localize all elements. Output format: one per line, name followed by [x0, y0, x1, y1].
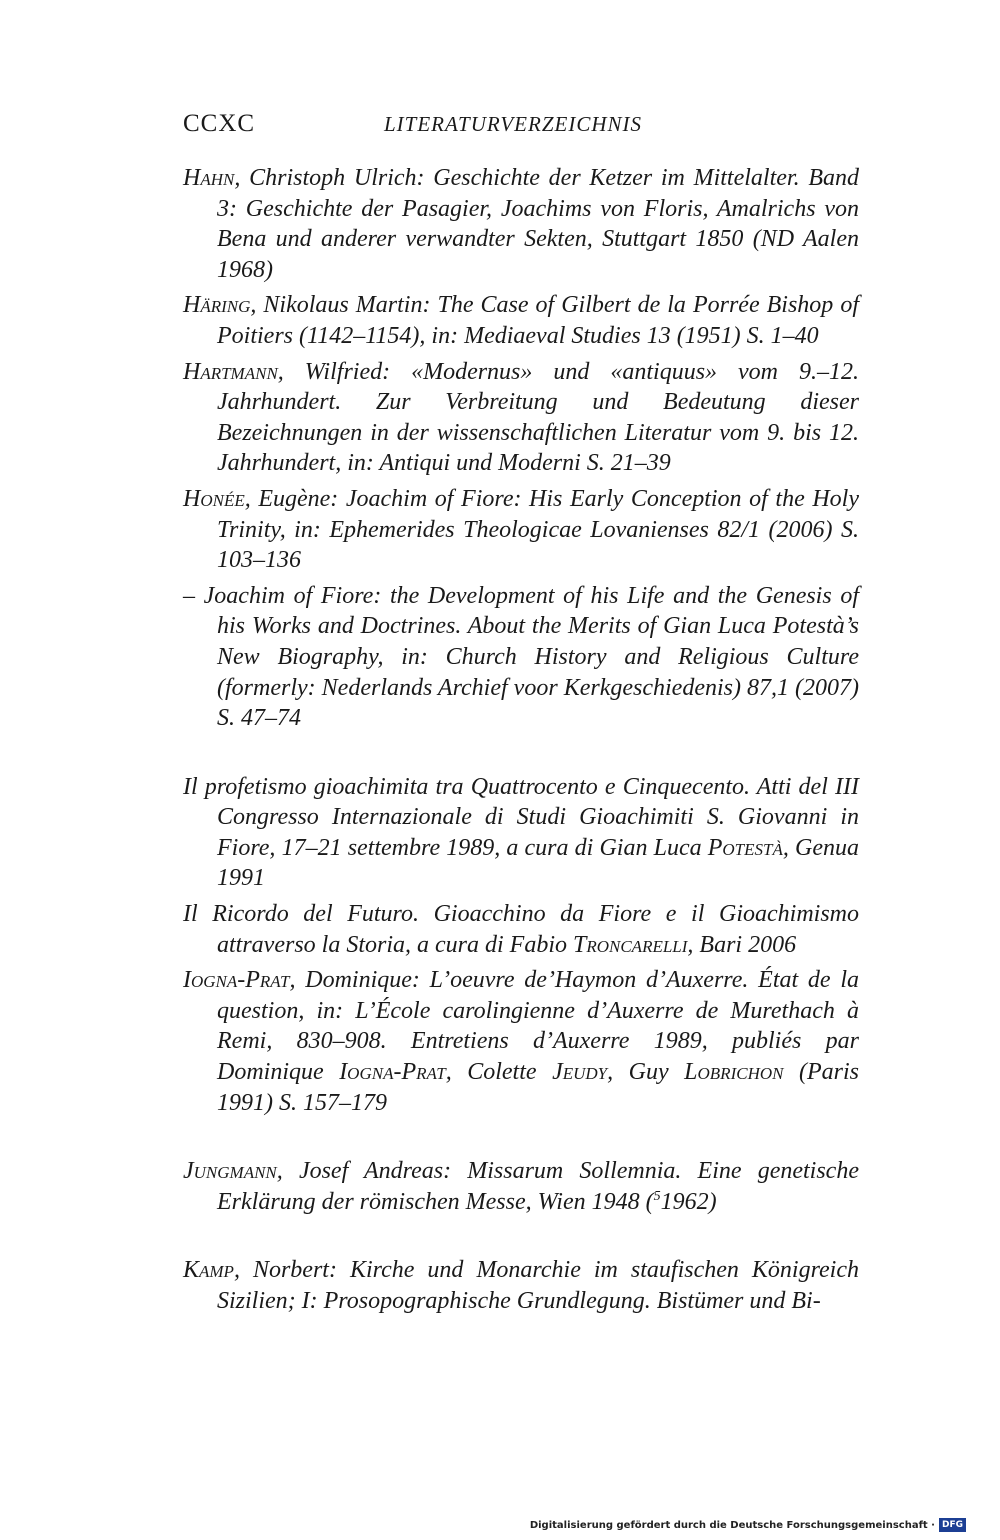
bibliography-entry-iogna-prat — [183, 965, 859, 1118]
edition-superscript: 5 — [653, 1188, 661, 1204]
running-title: LITERATURVERZEICHNIS — [384, 112, 643, 136]
bibliography-entry-hahn — [183, 163, 859, 285]
entry-text-end: (Paris 1991) S. 157–179 — [217, 1059, 859, 1116]
bibliography-entry-haering — [183, 290, 859, 351]
editor-name: Potestà — [707, 834, 783, 861]
entry-text: , Wilfried: «Modernus» und «antiquus» vom 9.–12. Jahrhundert. Zur Verbreitung und Bedeutung dieser Bezeichnungen in der wissenschaftlichen Literatur vom 9. bis 12. Jahrhundert, in: Antiqui und Moderni S. 21–39 — [217, 358, 859, 477]
page-header — [183, 110, 863, 144]
entry-text: , Christoph Ulrich: Geschichte der Ketzer im Mittelalter. Band 3: Geschichte der Pasagier, Joachims von Floris, Amalrichs von Bena und anderer verwandter Sekten, Stuttgart 1850 (ND Aalen 1968) — [217, 165, 859, 283]
ditto-dash: – — [183, 582, 195, 609]
page-number: CCXC — [183, 110, 256, 137]
editor-name: Iogna-Prat — [339, 1059, 446, 1086]
entry-text: , Nikolaus Martin: The Case of Gilbert de la Porrée Bishop of Poitiers (1142–1154), in: Mediaeval Studies 13 (1951) S. 1–40 — [217, 292, 859, 349]
bibliography-entry-profetismo — [183, 772, 859, 894]
author-name: Hahn — [183, 165, 235, 191]
entry-text: , Norbert: Kirche und Monarchie im staufischen Königreich Sizilien; I: Prosopographische Grundlegung. Bistümer und Bi- — [217, 1257, 859, 1314]
dfg-logo: DFG — [939, 1518, 966, 1532]
bibliography-list — [183, 163, 859, 1322]
entry-text-end: , Bari 2006 — [687, 931, 797, 958]
entry-text-end: , Genua 1991 — [217, 834, 859, 892]
bibliography-entry-ricordo — [183, 899, 859, 960]
entry-text: , Colette — [445, 1059, 553, 1086]
author-name: Hartmann — [183, 358, 278, 385]
editor-name: Troncarelli — [573, 931, 688, 958]
entry-text: , Guy — [607, 1059, 685, 1086]
editor-name: Jeudy — [552, 1059, 608, 1086]
bibliography-entry-hartmann — [183, 357, 859, 479]
entry-text: Il Ricordo del Futuro. Gioacchino da Fiore e il Gioachimismo attraverso la Storia, a cura di Fabio — [183, 901, 859, 958]
author-name: Iogna-Prat — [183, 967, 290, 994]
author-name: Häring — [183, 292, 251, 319]
editor-name: Lobrichon — [684, 1059, 784, 1086]
entry-text: , Eugène: Joachim of Fiore: His Early Conception of the Holy Trinity, in: Ephemerides Theologicae Lovanienses 82/1 (2006) S. 103–136 — [217, 485, 859, 574]
entry-text-end: 1962) — [660, 1188, 717, 1215]
bibliography-entry-honee-2 — [183, 581, 859, 734]
entry-text: Il profetismo gioachimita tra Quattrocento e Cinquecento. Atti del III Congresso Internazionale di Studi Gioachimiti S. Giovanni in Fiore, 17–21 settembre 1989, a cura di Gian Luca — [183, 773, 859, 861]
bibliography-entry-honee — [183, 484, 859, 576]
author-name: Jungmann — [183, 1158, 277, 1185]
author-name: Honée — [183, 485, 245, 512]
entry-text: , Dominique: L’oeuvre de’Haymon d’Auxerre. État de la question, in: L’École carolingienne d’Auxerre de Murethach à Remi, 830–908. Entretiens d’Auxerre 1989, publiés par Dominique — [217, 967, 859, 1086]
author-name: Kamp — [183, 1257, 234, 1284]
digitization-footer — [530, 1518, 966, 1532]
footer-text: Digitalisierung gefördert durch die Deutsche Forschungsgemeinschaft · — [529, 1519, 935, 1531]
entry-text: Joachim of Fiore: the Development of his Life and the Genesis of his Works and Doctrines. About the Merits of Gian Luca Potestà’s New Biography, in: Church History and Religious Culture (formerly: Nederlands Archief voor Kerkgeschiedenis) 87,1 (2007) S. 47–74 — [195, 582, 859, 732]
entry-text: , Josef Andreas: Missarum Sollemnia. Eine genetische Erklärung der römischen Messe, Wien 1948 ( — [217, 1158, 859, 1215]
bibliography-entry-kamp — [183, 1255, 859, 1316]
bibliography-entry-jungmann — [183, 1156, 859, 1217]
